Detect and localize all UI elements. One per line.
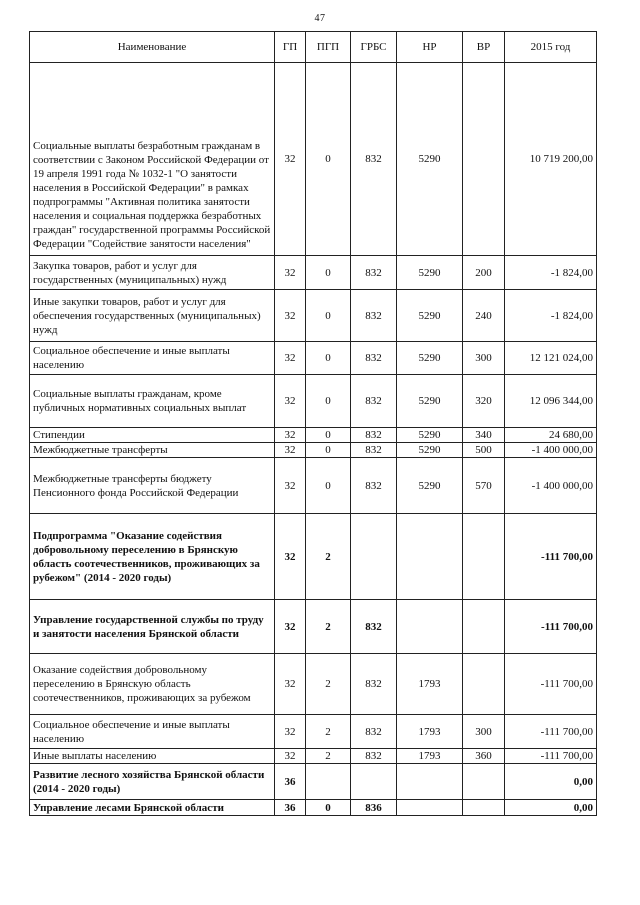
cell-amount: -111 700,00: [505, 749, 597, 764]
page-number: 47: [314, 13, 326, 24]
cell-nr: 5290: [397, 256, 463, 290]
table-row: [30, 290, 597, 342]
cell-grbs: 832: [351, 654, 397, 715]
cell-grbs: 832: [351, 256, 397, 290]
cell-amount: -1 824,00: [505, 290, 597, 342]
row-name: Развитие лесного хозяйства Брянской области (2014 - 2020 годы): [30, 764, 275, 800]
cell-nr: [397, 600, 463, 654]
cell-nr: 1793: [397, 749, 463, 764]
cell-grbs: 832: [351, 375, 397, 428]
cell-pgp: 0: [306, 375, 351, 428]
cell-vr: [463, 514, 505, 600]
cell-grbs: 832: [351, 749, 397, 764]
cell-grbs: 836: [351, 800, 397, 816]
cell-gp: 32: [275, 342, 306, 375]
cell-vr: [463, 800, 505, 816]
cell-vr: 320: [463, 375, 505, 428]
table-header: [30, 32, 597, 63]
cell-amount: 12 096 344,00: [505, 375, 597, 428]
cell-gp: 32: [275, 63, 306, 256]
cell-vr: 200: [463, 256, 505, 290]
row-name: Закупка товаров, работ и услуг для государственных (муниципальных) нужд: [30, 256, 275, 290]
cell-nr: [397, 800, 463, 816]
cell-gp: 36: [275, 800, 306, 816]
cell-grbs: 832: [351, 458, 397, 514]
table-row: [30, 443, 597, 458]
cell-vr: [463, 600, 505, 654]
cell-vr: 300: [463, 342, 505, 375]
cell-gp: 32: [275, 256, 306, 290]
table-row: [30, 256, 597, 290]
cell-gp: 32: [275, 514, 306, 600]
header-name: Наименование: [30, 32, 275, 63]
cell-nr: 5290: [397, 290, 463, 342]
row-name: Межбюджетные трансферты: [30, 443, 275, 458]
cell-pgp: 2: [306, 715, 351, 749]
table-row: [30, 654, 597, 715]
row-name: Управление лесами Брянской области: [30, 800, 275, 816]
row-name: Социальные выплаты безработным гражданам в соответствии с Законом Российской Федерации от 19 апреля 1991 года № 1032-1 "О занятости населения в Российской Федерации" в рамках подпрограммы "Активная политика занятости населения и социальная поддержка безработных граждан" государственной программы Российской Федерации "Содействие занятости населения": [30, 63, 275, 256]
table-row: [30, 514, 597, 600]
row-name: Социальное обеспечение и иные выплаты населению: [30, 342, 275, 375]
cell-amount: -1 400 000,00: [505, 458, 597, 514]
header-year: 2015 год: [505, 32, 597, 63]
cell-pgp: 2: [306, 514, 351, 600]
cell-grbs: 832: [351, 715, 397, 749]
cell-gp: 32: [275, 458, 306, 514]
cell-grbs: 832: [351, 290, 397, 342]
table-row: [30, 458, 597, 514]
cell-amount: 12 121 024,00: [505, 342, 597, 375]
budget-table: [29, 31, 597, 816]
cell-grbs: 832: [351, 342, 397, 375]
table-row: [30, 63, 597, 256]
cell-gp: 32: [275, 749, 306, 764]
cell-amount: 24 680,00: [505, 428, 597, 443]
cell-amount: -1 824,00: [505, 256, 597, 290]
cell-pgp: 0: [306, 458, 351, 514]
cell-grbs: 832: [351, 428, 397, 443]
cell-grbs: 832: [351, 443, 397, 458]
cell-pgp: 0: [306, 290, 351, 342]
cell-nr: 5290: [397, 342, 463, 375]
header-gp: ГП: [275, 32, 306, 63]
table-row: [30, 764, 597, 800]
cell-nr: [397, 764, 463, 800]
cell-nr: 1793: [397, 654, 463, 715]
cell-pgp: 2: [306, 749, 351, 764]
cell-gp: 36: [275, 764, 306, 800]
cell-gp: 32: [275, 290, 306, 342]
cell-vr: [463, 63, 505, 256]
row-name: Подпрограмма "Оказание содействия добровольному переселению в Брянскую область соотечественников, проживающих за рубежом" (2014 - 2020 годы): [30, 514, 275, 600]
cell-pgp: 0: [306, 342, 351, 375]
cell-vr: [463, 764, 505, 800]
cell-nr: 5290: [397, 458, 463, 514]
row-name: Межбюджетные трансферты бюджету Пенсионного фонда Российской Федерации: [30, 458, 275, 514]
cell-pgp: 2: [306, 654, 351, 715]
cell-gp: 32: [275, 600, 306, 654]
header-nr: НР: [397, 32, 463, 63]
cell-vr: 570: [463, 458, 505, 514]
cell-nr: 1793: [397, 715, 463, 749]
row-name: Социальное обеспечение и иные выплаты населению: [30, 715, 275, 749]
cell-gp: 32: [275, 654, 306, 715]
cell-nr: 5290: [397, 443, 463, 458]
cell-vr: 340: [463, 428, 505, 443]
row-name: Управление государственной службы по труду и занятости населения Брянской области: [30, 600, 275, 654]
cell-pgp: 0: [306, 443, 351, 458]
cell-gp: 32: [275, 428, 306, 443]
cell-pgp: 0: [306, 256, 351, 290]
cell-nr: 5290: [397, 428, 463, 443]
cell-pgp: [306, 764, 351, 800]
cell-vr: [463, 654, 505, 715]
cell-amount: 10 719 200,00: [505, 63, 597, 256]
cell-amount: -111 700,00: [505, 514, 597, 600]
cell-amount: 0,00: [505, 800, 597, 816]
row-name: Социальные выплаты гражданам, кроме публичных нормативных социальных выплат: [30, 375, 275, 428]
cell-gp: 32: [275, 443, 306, 458]
cell-amount: 0,00: [505, 764, 597, 800]
table-row: [30, 428, 597, 443]
cell-gp: 32: [275, 715, 306, 749]
cell-nr: 5290: [397, 63, 463, 256]
cell-pgp: 2: [306, 600, 351, 654]
cell-amount: -1 400 000,00: [505, 443, 597, 458]
cell-grbs: 832: [351, 63, 397, 256]
cell-amount: -111 700,00: [505, 600, 597, 654]
row-name: Стипендии: [30, 428, 275, 443]
table-row: [30, 600, 597, 654]
cell-vr: 500: [463, 443, 505, 458]
header-vr: ВР: [463, 32, 505, 63]
cell-pgp: 0: [306, 63, 351, 256]
cell-amount: -111 700,00: [505, 715, 597, 749]
cell-grbs: [351, 514, 397, 600]
cell-pgp: 0: [306, 428, 351, 443]
cell-grbs: [351, 764, 397, 800]
cell-vr: 360: [463, 749, 505, 764]
row-name: Иные закупки товаров, работ и услуг для обеспечения государственных (муниципальных) нужд: [30, 290, 275, 342]
header-pgp: ПГП: [306, 32, 351, 63]
cell-amount: -111 700,00: [505, 654, 597, 715]
cell-gp: 32: [275, 375, 306, 428]
table-row: [30, 800, 597, 816]
header-grbs: ГРБС: [351, 32, 397, 63]
cell-nr: 5290: [397, 375, 463, 428]
cell-vr: 300: [463, 715, 505, 749]
cell-nr: [397, 514, 463, 600]
table-row: [30, 342, 597, 375]
cell-vr: 240: [463, 290, 505, 342]
cell-grbs: 832: [351, 600, 397, 654]
table-row: [30, 375, 597, 428]
table-row: [30, 715, 597, 749]
table-row: [30, 749, 597, 764]
cell-pgp: 0: [306, 800, 351, 816]
row-name: Оказание содействия добровольному переселению в Брянскую область соотечественников, проживающих за рубежом: [30, 654, 275, 715]
row-name: Иные выплаты населению: [30, 749, 275, 764]
